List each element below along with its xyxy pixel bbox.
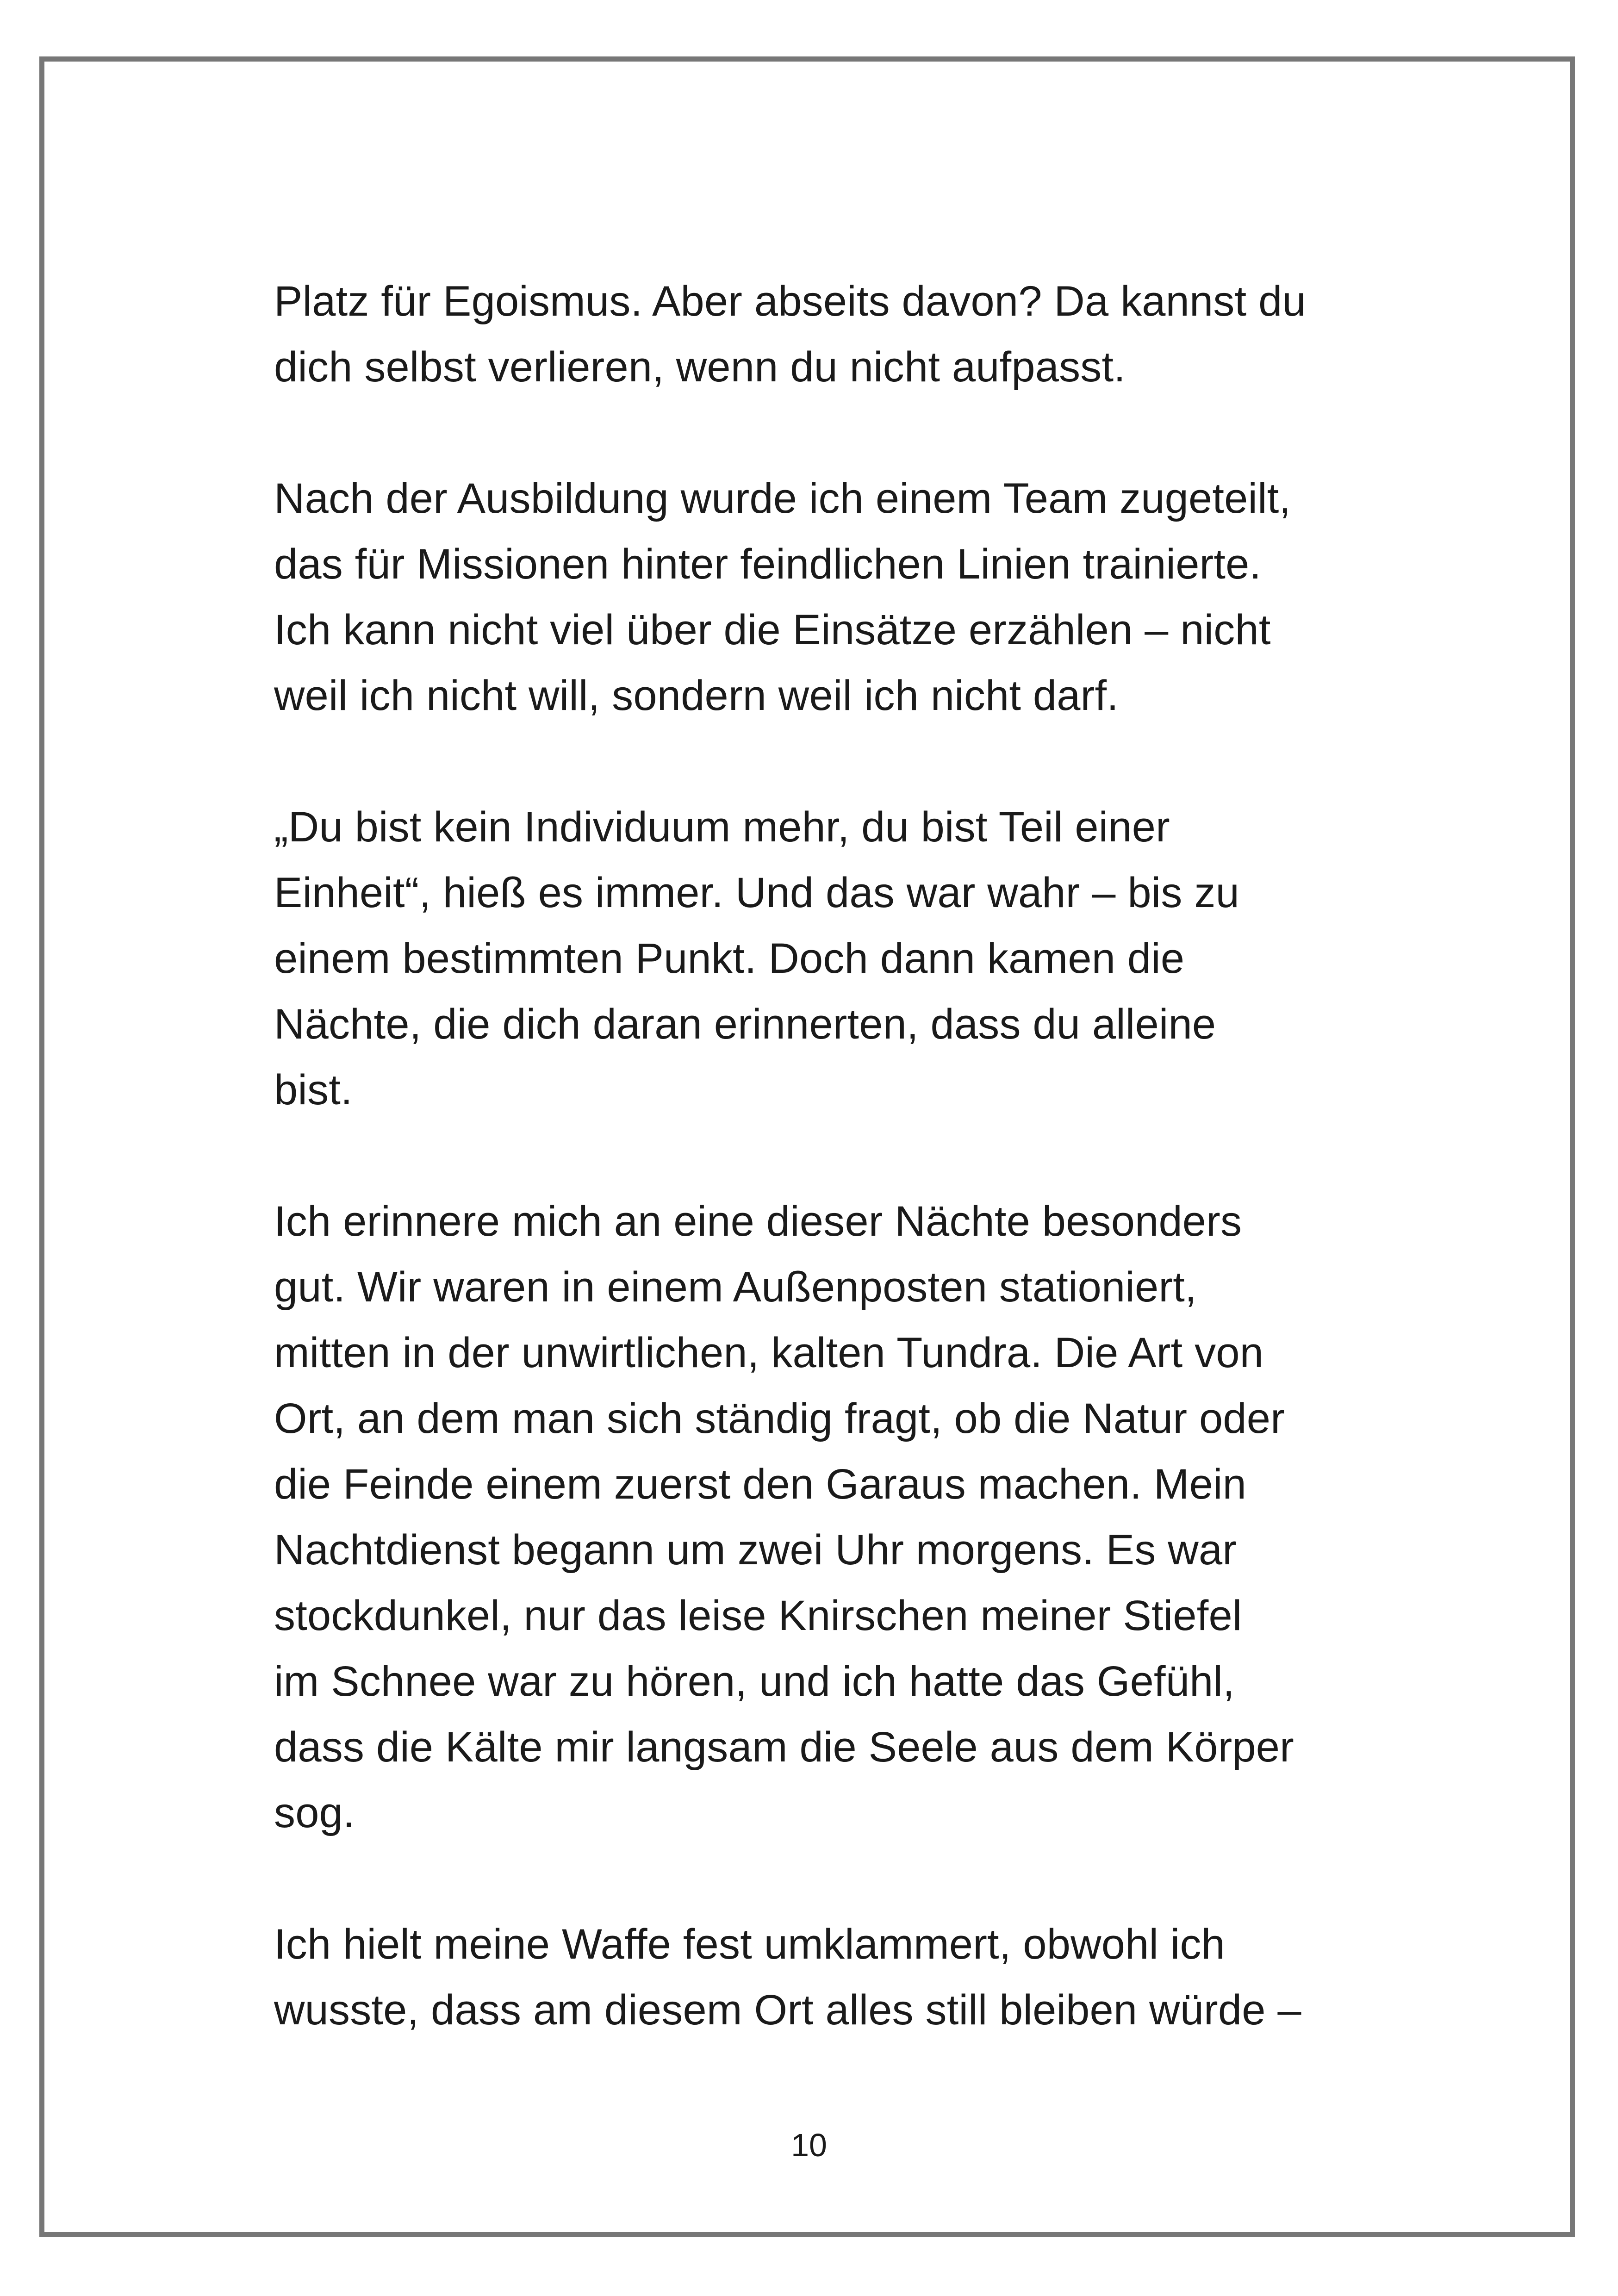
page-number: 10 (791, 2127, 827, 2163)
body-text (274, 268, 1385, 2109)
text-line: sog. (274, 1789, 355, 1836)
paragraph-3 (274, 794, 1385, 1123)
text-line: einem bestimmten Punkt. Doch dann kamen die (274, 935, 1185, 982)
text-line: bist. (274, 1066, 353, 1114)
text-line: wusste, dass am diesem Ort alles still bleiben würde – (274, 1986, 1301, 2034)
text-line: Nachtdienst begann um zwei Uhr morgens. Es war (274, 1526, 1237, 1574)
text-line: im Schnee war zu hören, und ich hatte das Gefühl, (274, 1658, 1235, 1705)
text-line: „Du bist kein Individuum mehr, du bist Teil einer (274, 803, 1170, 851)
text-line: das für Missionen hinter feindlichen Linien trainierte. (274, 541, 1262, 588)
text-line: Einheit“, hieß es immer. Und das war wahr – bis zu (274, 869, 1239, 916)
text-line: die Feinde einem zuerst den Garaus machen. Mein (274, 1461, 1246, 1508)
text-line: Ort, an dem man sich ständig fragt, ob die Natur oder (274, 1395, 1285, 1442)
paragraph-4 (274, 1188, 1385, 1846)
paragraph-1 (274, 268, 1385, 400)
text-line: stockdunkel, nur das leise Knirschen meiner Stiefel (274, 1592, 1242, 1639)
text-line: Platz für Egoismus. Aber abseits davon? Da kannst du (274, 278, 1306, 325)
text-line: Nächte, die dich daran erinnerten, dass du alleine (274, 1001, 1216, 1048)
text-line: Ich hielt meine Waffe fest umklammert, obwohl ich (274, 1921, 1226, 1968)
paragraph-2 (274, 466, 1385, 728)
text-line: Nach der Ausbildung wurde ich einem Team zugeteilt, (274, 475, 1291, 522)
text-line: gut. Wir waren in einem Außenposten stationiert, (274, 1263, 1197, 1311)
text-line: Ich erinnere mich an eine dieser Nächte besonders (274, 1198, 1242, 1245)
paragraph-5 (274, 1911, 1385, 2043)
text-line: dass die Kälte mir langsam die Seele aus dem Körper (274, 1724, 1294, 1771)
text-line: weil ich nicht will, sondern weil ich nicht darf. (274, 672, 1119, 719)
text-line: dich selbst verlieren, wenn du nicht aufpasst. (274, 343, 1126, 391)
text-line: Ich kann nicht viel über die Einsätze erzählen – nicht (274, 606, 1271, 653)
text-line: mitten in der unwirtlichen, kalten Tundra. Die Art von (274, 1329, 1264, 1376)
